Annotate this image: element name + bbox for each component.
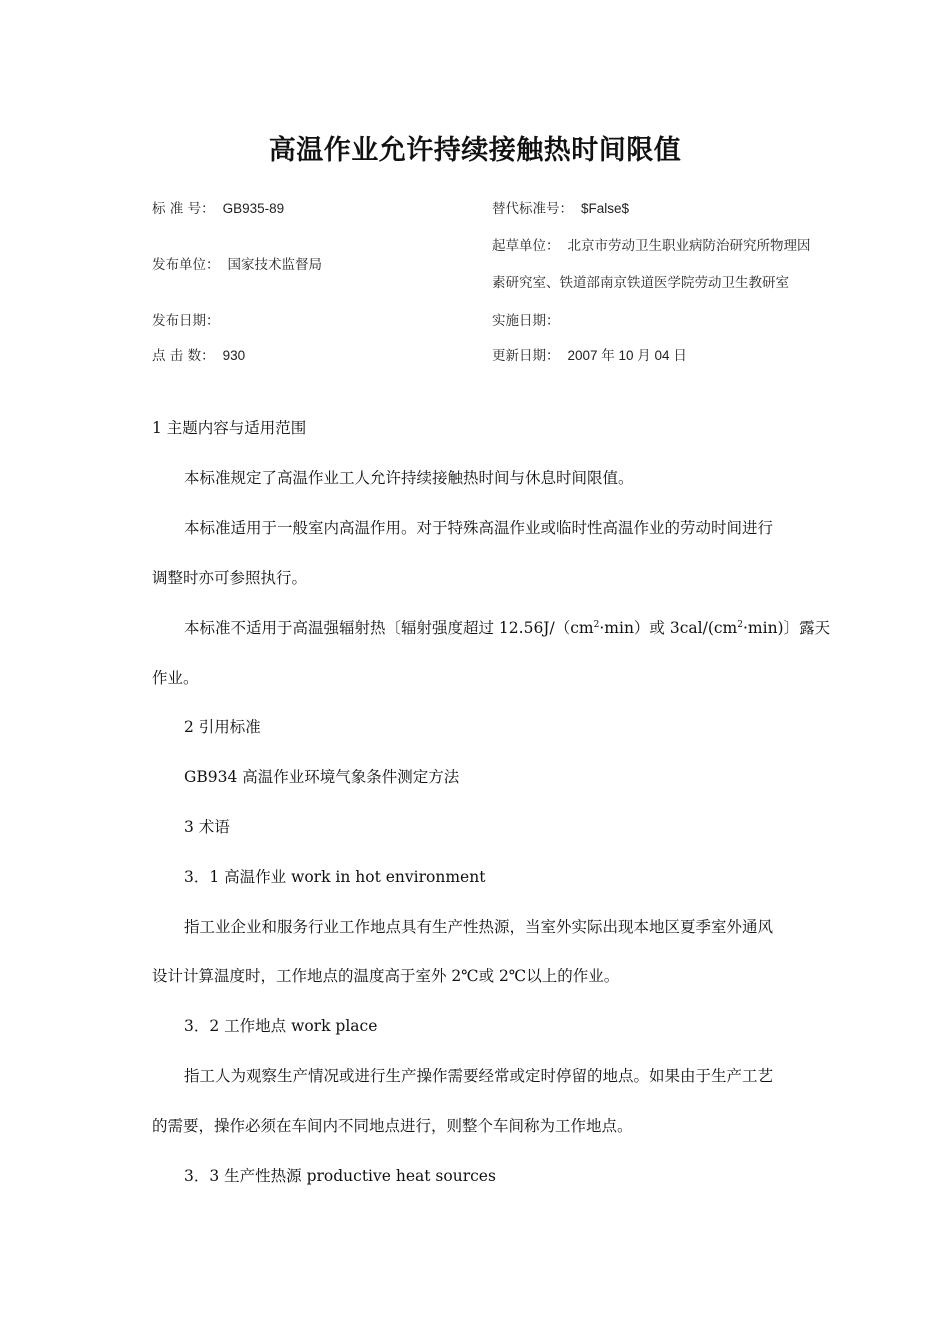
meta-publisher-label: 发布单位：: [152, 257, 220, 273]
section-3-2-heading: 3．2 工作地点 work place: [184, 1017, 378, 1035]
meta-update-date-label: 更新日期：: [492, 348, 560, 364]
paragraph-5-line-2: 的需要，操作必须在车间内不同地点进行，则整个车间称为工作地点。: [152, 1117, 633, 1135]
meta-implementation-date-label: 实施日期：: [492, 313, 560, 329]
meta-publisher: [152, 256, 322, 274]
meta-update-date-value: 2007 年 10 月 04 日: [567, 348, 687, 363]
meta-click-count-value: 930: [222, 348, 246, 363]
meta-drafting-unit-line2: 素研究室、铁道部南京铁道医学院劳动卫生教研室: [492, 275, 789, 291]
meta-standard-number-label: 标 准 号：: [152, 201, 215, 217]
paragraph-4-line-1: 指工业企业和服务行业工作地点具有生产性热源，当室外实际出现本地区夏季室外通风: [184, 918, 774, 936]
meta-drafting-unit-value-line1: 北京市劳动卫生职业病防治研究所物理因: [567, 238, 811, 254]
paragraph-3-part-c: ·min)〕露天: [742, 619, 831, 637]
meta-replace-standard-label: 替代标准号：: [492, 201, 573, 217]
paragraph-2-line-2: 调整时亦可参照执行。: [152, 569, 308, 587]
paragraph-3-part-b: ·min）或 3cal/(cm: [599, 619, 738, 637]
section-2-heading: 2 引用标准: [184, 718, 261, 736]
meta-publisher-value: 国家技术监督局: [227, 257, 322, 273]
meta-update-date: [492, 347, 687, 365]
paragraph-3-line-2: 作业。: [152, 669, 199, 687]
section-3-3-heading: 3．3 生产性热源 productive heat sources: [184, 1167, 496, 1185]
meta-replace-standard: [492, 200, 629, 218]
section-3-heading: 3 术语: [184, 818, 230, 836]
paragraph-3-superscript-1: 2: [593, 620, 600, 630]
paragraph-4-line-2: 设计计算温度时，工作地点的温度高于室外 2℃或 2℃以上的作业。: [152, 967, 620, 985]
paragraph-3-line-1: [184, 618, 830, 638]
meta-click-count-label: 点 击 数：: [152, 348, 215, 364]
paragraph-3-part-a: 本标准不适用于高温强辐射热〔辐射强度超过 12.56J/（cm: [184, 619, 594, 637]
paragraph-5-line-1: 指工人为观察生产情况或进行生产操作需要经常或定时停留的地点。如果由于生产工艺: [184, 1067, 774, 1085]
section-1-heading: 1 主题内容与适用范围: [152, 419, 307, 437]
meta-standard-number: [152, 200, 284, 218]
paragraph-2-line-1: 本标准适用于一般室内高温作用。对于特殊高温作业或临时性高温作业的劳动时间进行: [184, 519, 774, 537]
reference-standard-1: GB934 高温作业环境气象条件测定方法: [184, 768, 460, 786]
paragraph-1: 本标准规定了高温作业工人允许持续接触热时间与休息时间限值。: [184, 469, 634, 487]
meta-standard-number-value: GB935-89: [222, 201, 285, 216]
meta-drafting-unit-label: 起草单位：: [492, 238, 560, 254]
section-3-1-heading: 3．1 高温作业 work in hot environment: [184, 868, 486, 886]
paragraph-3-superscript-2: 2: [737, 620, 743, 630]
meta-implementation-date: [492, 312, 560, 330]
meta-drafting-unit: [492, 237, 811, 255]
meta-click-count: [152, 347, 245, 365]
meta-publish-date: [152, 312, 220, 330]
meta-publish-date-label: 发布日期：: [152, 313, 220, 329]
page-title: 高温作业允许持续接触热时间限值: [268, 135, 682, 166]
meta-replace-standard-value: $False$: [581, 201, 630, 216]
